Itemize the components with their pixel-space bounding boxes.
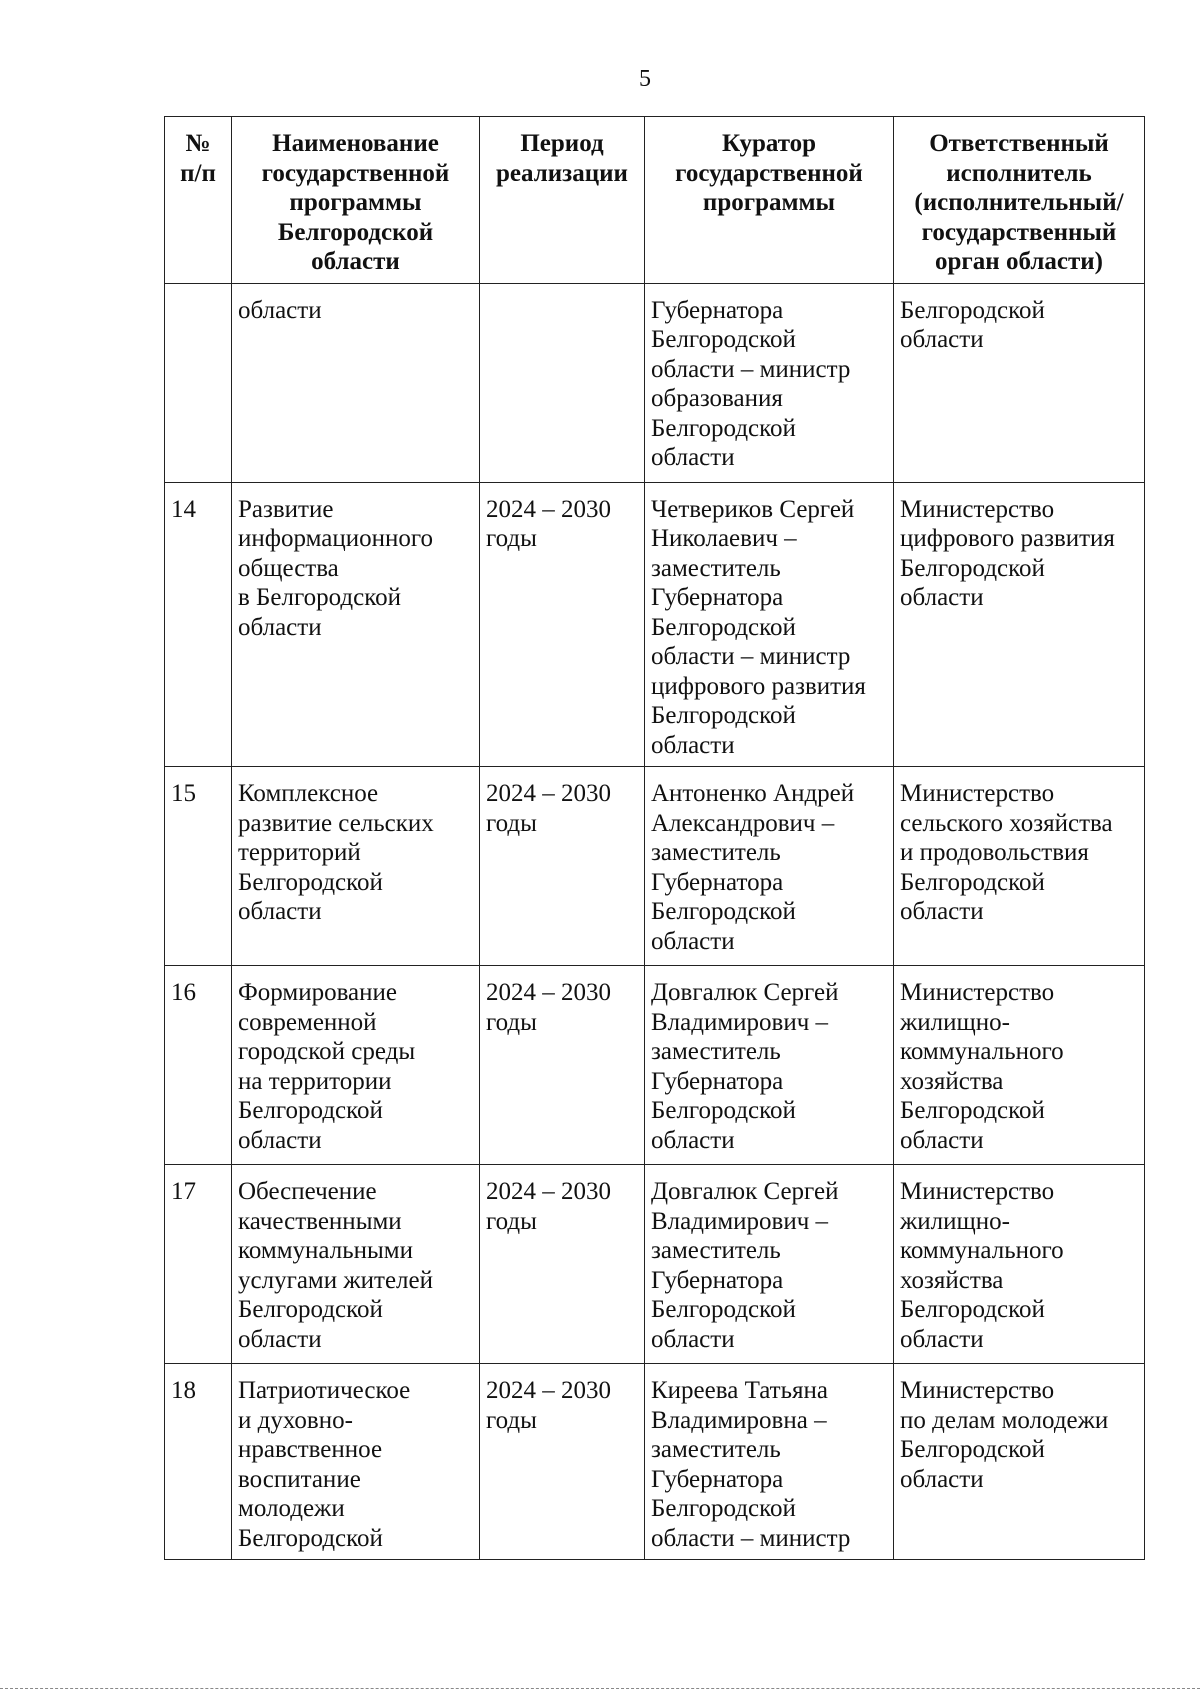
- cell-curator: Довгалюк Сергей Владимирович – заместитель Губернатора Белгородской области: [645, 966, 894, 1165]
- cell-period: 2024 – 2030 годы: [480, 1165, 645, 1364]
- cell-program-name: Формирование современной городской среды на территории Белгородской области: [232, 966, 480, 1165]
- table-row: [165, 1364, 1145, 1560]
- programs-table: [164, 116, 1145, 1560]
- cell-period: 2024 – 2030 годы: [480, 482, 645, 767]
- cell-number: 14: [165, 482, 232, 767]
- cell-number: 15: [165, 767, 232, 966]
- table-row: [165, 767, 1145, 966]
- cell-curator: Довгалюк Сергей Владимирович – заместитель Губернатора Белгородской области: [645, 1165, 894, 1364]
- cell-program-name: области: [232, 283, 480, 482]
- table-row: [165, 482, 1145, 767]
- cell-curator: Четвериков Сергей Николаевич – заместитель Губернатора Белгородской области – министр цифрового развития Белгородской области: [645, 482, 894, 767]
- table-header-row: [165, 117, 1145, 284]
- table-row: [165, 1165, 1145, 1364]
- cell-curator: Киреева Татьяна Владимировна – заместитель Губернатора Белгородской области – министр: [645, 1364, 894, 1560]
- cell-number: [165, 283, 232, 482]
- cell-executor: Министерство жилищно- коммунального хозяйства Белгородской области: [894, 966, 1145, 1165]
- cell-executor: Министерство сельского хозяйства и продовольствия Белгородской области: [894, 767, 1145, 966]
- cell-program-name: Комплексное развитие сельских территорий Белгородской области: [232, 767, 480, 966]
- cell-number: 16: [165, 966, 232, 1165]
- cell-number: 17: [165, 1165, 232, 1364]
- table-row: [165, 283, 1145, 482]
- cell-executor: Белгородской области: [894, 283, 1145, 482]
- cell-program-name: Обеспечение качественными коммунальными услугами жителей Белгородской области: [232, 1165, 480, 1364]
- cell-period: 2024 – 2030 годы: [480, 767, 645, 966]
- cell-program-name: Патриотическое и духовно- нравственное воспитание молодежи Белгородской: [232, 1364, 480, 1560]
- header-period: Период реализации: [480, 117, 645, 284]
- scan-edge-line: [0, 1688, 1200, 1689]
- cell-period: 2024 – 2030 годы: [480, 1364, 645, 1560]
- header-curator: Куратор государственной программы: [645, 117, 894, 284]
- page-number: 5: [639, 66, 651, 92]
- header-number: № п/п: [165, 117, 232, 284]
- table-row: [165, 966, 1145, 1165]
- header-executor: Ответственный исполнитель (исполнительный/ государственный орган области): [894, 117, 1145, 284]
- cell-program-name: Развитие информационного общества в Белгородской области: [232, 482, 480, 767]
- cell-executor: Министерство жилищно- коммунального хозяйства Белгородской области: [894, 1165, 1145, 1364]
- cell-curator: Антоненко Андрей Александрович – заместитель Губернатора Белгородской области: [645, 767, 894, 966]
- header-program-name: Наименование государственной программы Белгородской области: [232, 117, 480, 284]
- cell-period: [480, 283, 645, 482]
- cell-period: 2024 – 2030 годы: [480, 966, 645, 1165]
- cell-number: 18: [165, 1364, 232, 1560]
- cell-executor: Министерство по делам молодежи Белгородской области: [894, 1364, 1145, 1560]
- cell-executor: Министерство цифрового развития Белгородской области: [894, 482, 1145, 767]
- cell-curator: Губернатора Белгородской области – министр образования Белгородской области: [645, 283, 894, 482]
